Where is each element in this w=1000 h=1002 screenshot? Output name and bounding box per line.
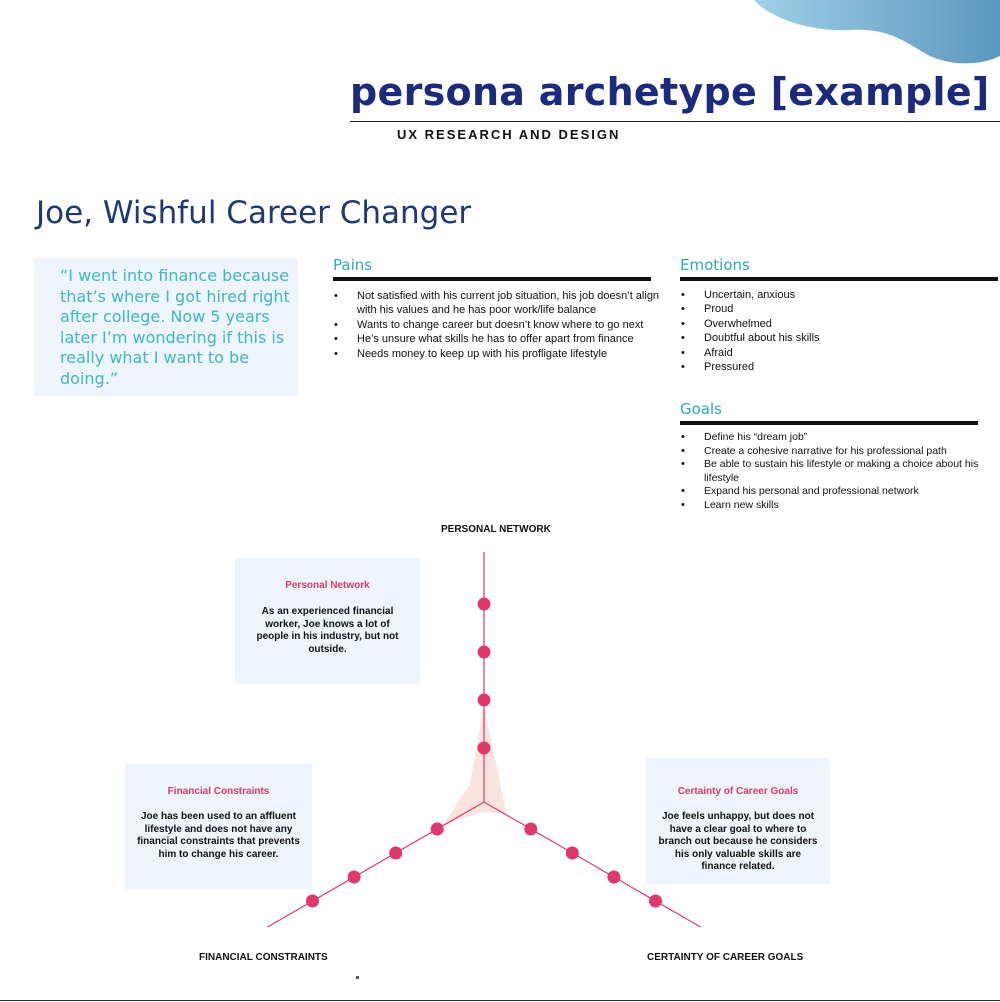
pains-item: • He’s unsure what skills he has to offer apart from finance bbox=[333, 332, 663, 346]
goals-heading: Goals bbox=[680, 400, 722, 418]
emotions-item: • Afraid bbox=[680, 346, 980, 360]
radar-scale-dot-personal-network bbox=[478, 742, 491, 755]
card-body: As an experienced financial worker, Joe knows a lot of people in his industry, but not outside. bbox=[256, 606, 399, 655]
goals-item: • Expand his personal and professional network bbox=[680, 485, 980, 499]
pains-item: • Not satisfied with his current job situation, his job doesn’t align with his values and he has poor work/life balance bbox=[333, 289, 663, 318]
card-personal-network bbox=[235, 558, 420, 684]
emotions-item: • Pressured bbox=[680, 360, 980, 374]
card-title: Personal Network bbox=[285, 580, 370, 591]
card-body: Joe feels unhappy, but does not have a clear goal to where to branch out because he considers his only valuable skills are finance related. bbox=[658, 811, 818, 873]
emotions-item: • Overwhelmed bbox=[680, 317, 980, 331]
pains-heading: Pains bbox=[333, 256, 373, 274]
radar-scale-dot-personal-network bbox=[478, 646, 491, 659]
axis-label-personal-network: PERSONAL NETWORK bbox=[441, 524, 551, 535]
radar-scale-dot-career-goals bbox=[566, 847, 579, 860]
card-body: Joe has been used to an affluent lifestyle and does not have any financial constraints that prevents him to change his career. bbox=[137, 811, 300, 860]
radar-scale-dot-personal-network bbox=[478, 694, 491, 707]
radar-scale-dot-financial-constraints bbox=[431, 823, 444, 836]
radar-scale-dot-career-goals bbox=[607, 871, 620, 884]
pains-item: • Needs money to keep up with his profligate lifestyle bbox=[333, 347, 663, 361]
radar-scale-dot-personal-network bbox=[478, 598, 491, 611]
pains-item: • Wants to change career but doesn’t know where to go next bbox=[333, 318, 663, 332]
page-bottom-border bbox=[0, 1000, 1000, 1001]
persona-name: Joe, Wishful Career Changer bbox=[36, 195, 472, 231]
stray-mark bbox=[356, 976, 359, 979]
radar-scale-dot-financial-constraints bbox=[348, 871, 361, 884]
page-subtitle: UX RESEARCH AND DESIGN bbox=[397, 127, 621, 142]
radar-scale-dot-financial-constraints bbox=[389, 847, 402, 860]
card-title: Certainty of Career Goals bbox=[677, 786, 799, 797]
emotions-heading: Emotions bbox=[680, 256, 750, 274]
goals-item: • Define his “dream job” bbox=[680, 431, 980, 445]
axis-label-career-goals: CERTAINTY OF CAREER GOALS bbox=[647, 952, 804, 963]
goals-item: • Be able to sustain his lifestyle or making a choice about his lifestyle bbox=[680, 458, 980, 485]
persona-quote: “I went into finance because that’s where I got hired right after college. Now 5 years later I’m wondering if this is really what I want to be doing.” bbox=[60, 266, 290, 388]
radar-scale-dot-career-goals bbox=[649, 895, 662, 908]
card-title: Financial Constraints bbox=[167, 786, 270, 797]
card-career-goals bbox=[646, 758, 830, 884]
emotions-item: • Uncertain, anxious bbox=[680, 288, 980, 302]
radar-scale-dot-career-goals bbox=[524, 823, 537, 836]
axis-label-financial-constraints: FINANCIAL CONSTRAINTS bbox=[199, 952, 328, 963]
emotions-item: • Proud bbox=[680, 302, 980, 316]
goals-item: • Learn new skills bbox=[680, 499, 980, 513]
page-title: persona archetype [example] bbox=[350, 70, 990, 114]
goals-item: • Create a cohesive narrative for his professional path bbox=[680, 445, 980, 459]
emotions-item: • Doubtful about his skills bbox=[680, 331, 980, 345]
radar-scale-dot-financial-constraints bbox=[306, 895, 319, 908]
card-financial-constraints bbox=[125, 764, 312, 889]
